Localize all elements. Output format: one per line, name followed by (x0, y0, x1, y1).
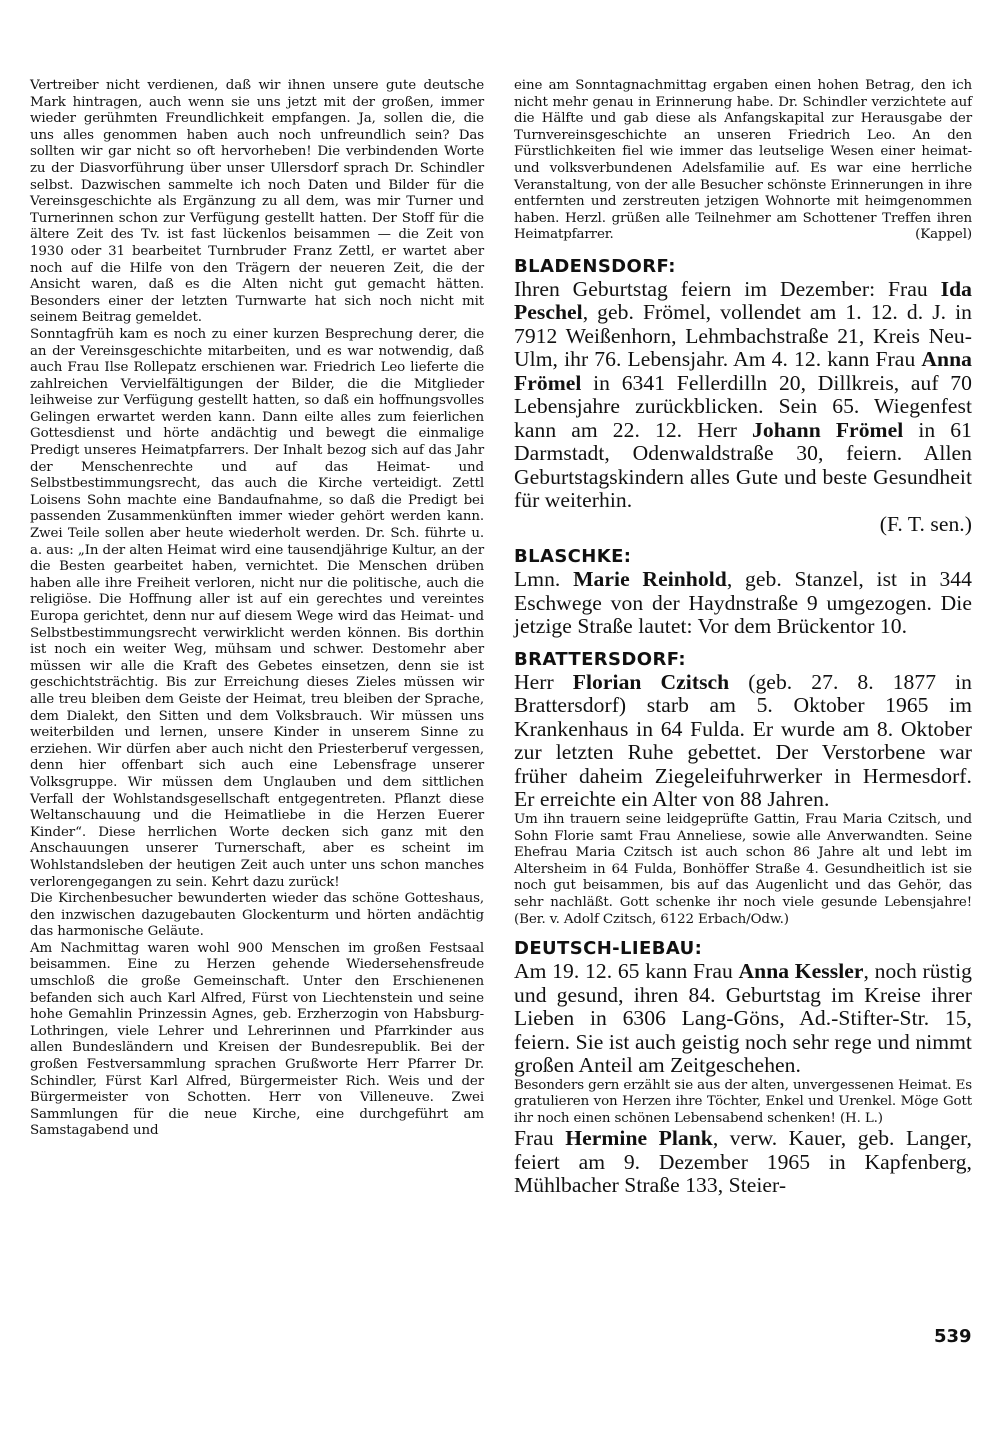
deutsch-liebau-text-2: Frau Hermine Plank, verw. Kauer, geb. Langer, feiert am 9. Dezember 1965 in Kapfenberg, Mühlbacher Straße 133, Steier- (514, 1126, 972, 1198)
bladensdorf-signature: (F. T. sen.) (879, 511, 972, 536)
deutsch-liebau-small-text: Besonders gern erzählt sie aus der alten, unvergessenen Heimat. Es gratulieren von Herzen ihre Töchter, Enkel und Urenkel. Möge Gott ihr noch einen schönen Lebensabend schenken! (H. L.) (514, 1077, 972, 1126)
person-name: Anna Frömel (514, 347, 972, 395)
left-paragraph-4: Am Nachmittag waren wohl 900 Menschen im großen Festsaal beisammen. Eine zu Herzen gehende Wiedersehensfreude umschloß die große Gemeinschaft. Unter den Erschienenen befanden sich auch Karl Alfred, Fürst von Liechtenstein und seine hohe Gemahlin Prinzessin Agnes, geb. Erzherzogin von Habsburg-Lothringen, viele Lehrer und Lehrerinnen und Pfarrkinder aus allen Bundesländern und Kreisen der Bundesrepublik. Bei der großen Festversammlung sprachen Grußworte Herr Pfarrer Dr. Schindler, Fürst Karl Alfred, Bürgermeister Rich. Weis und der Bürgermeister von Schotten. Herr von Villeneuve. Zwei Sammlungen für die neue Kirche, eine durchgeführt am Samstagabend und (30, 940, 484, 1139)
brattersdorf-small-text: Um ihn trauern seine leidgeprüfte Gattin, Frau Maria Czitsch, und Sohn Florie samt Frau Anneliese, sowie alle Anverwandten. Seine Ehefrau Maria Czitsch ist auch schon 86 Jahre alt und lebt im Altersheim in 64 Fulda, Bonhöffer Straße 4. Gesundheitlich ist sie noch gut beisammen, bis auf das Augenlicht und das Gehör, das sehr nachläßt. Gott schenke ihr noch viele gesunde Lebensjahre! (Ber. v. Adolf Czitsch, 6122 Erbach/Odw.) (514, 811, 972, 927)
heading-blaschke: BLASCHKE: (514, 546, 632, 568)
person-name: Florian Czitsch (572, 669, 730, 694)
person-name: Anna Kessler (738, 959, 864, 984)
person-name: Johann Frömel (752, 417, 904, 442)
intro-text: eine am Sonntagnachmittag ergaben einen hohen Betrag, den ich nicht mehr genau in Erinnerung habe. Dr. Schindler verzichtete auf die Hälfte und gab diese als Anfangskapital zur Herausgabe der Turnvereinsgeschichte an unseren Friedrich Leo. An den Fürstlichkeiten fiel wie immer das leutselige Wesen einer heimat- und volksverbundenen Adelsfamilie auf. Es war eine herrliche Veranstaltung, von der alle Besucher schönste Erinnerungen in ihre entfernten und zerstreuten jetzigen Wohnorte mit heimgenommen haben. Herzl. grüßen alle Teilnehmer am Schottener Treffen ihren Heimatpfarrer. (514, 78, 972, 243)
left-column (30, 78, 484, 1140)
intro-block (514, 78, 972, 244)
person-name: Ida Peschel (514, 276, 972, 325)
person-name: Marie Reinhold (573, 567, 727, 592)
blaschke-text: Lmn. Marie Reinhold, geb. Stanzel, ist in 344 Eschwege von der Haydnstraße 9 umgezogen. Die jetzige Straße lautet: Vor dem Brückentor 10. (514, 567, 972, 639)
person-name: Hermine Plank (565, 1126, 713, 1151)
brattersdorf-text: Herr Florian Czitsch (geb. 27. 8. 1877 in Brattersdorf) starb am 5. Oktober 1965 im Krankenhaus in 64 Fulda. Er wurde am 8. Oktober zur letzten Ruhe gebettet. Der Verstorbene war früher daheim Ziegeleifuhrwerker in Hermesdorf. Er erreichte ein Alter von 88 Jahren. (514, 669, 972, 812)
deutsch-liebau-text: Am 19. 12. 65 kann Frau Anna Kessler, noch rüstig und gesund, ihren 84. Geburtstag im Kreise ihrer Lieben in 6306 Lang-Göns, Ad.-Stifter-Str. 15, feiern. Sie ist auch geistig noch sehr rege und nimmt großen Anteil am Zeitgeschehen. (514, 959, 972, 1078)
page-number: 539 (934, 1326, 972, 1347)
left-paragraph-2: Sonntagfrüh kam es noch zu einer kurzen Besprechung derer, die an der Vereinsgeschichte mitarbeiten, und es war notwendig, daß auch Frau Ilse Rollepatz erschienen war. Friedrich Leo lieferte die zahlreichen Vervielfältigungen der Bilder, die die Mitglieder leihweise zur Verfügung gestellt hatten, so daß ein hoffnungsvolles Gelingen erwartet werden kann. Dann eilte alles zum feierlichen Gottesdienst und hörte andächtig und bewegt die einmalige Predigt unseres Heimatpfarrers. Der Inhalt bezog sich auf das Jahr der Menschenrechte und auf das Heimat- und Selbstbestimmungsrecht, das auch die Kirche verteidigt. Zettl Loisens Sohn machte eine Bandaufnahme, so daß die Predigt bei passenden Zusammenkünften immer wieder gehört werden kann. Zwei Teile sollen aber heute wiederholt werden. Dr. Sch. führte u. a. aus: „In der alten Heimat wird eine tausendjährige Kultur, an der die Besten gearbeitet haben, vernichtet. Die Menschen drüben haben alle ihre Freiheit verloren, nicht nur die politische, auch die religiöse. Die Hoffnung aller ist auf ein gerechtes und vereintes Europa gerichtet, denn nur auf diesem Wege wird das Heimat- und Selbstbestimmungsrecht verwirklicht werden können. Bis dorthin ist noch ein weiter Weg, mühsam und schwer. Destomehr aber müssen wir alle die Kraft des Gebetes einsetzen, denn sie ist geschichtsträchtig. Bis zur Erreichung dieses Zieles müssen wir alle treu bleiben dem Geiste der Heimat, treu bleiben der Sprache, dem Dialekt, den Sitten und dem Volksbrauch. Wir müssen uns weiterbilden und lernen, unsere Kinder in unserem Sinne zu erziehen. Wir dürfen aber auch nicht den Priesterberuf vergessen, denn hier offenbart sich auch eine Lebensfrage unserer Volksgruppe. Wir müssen dem Unglauben und dem sittlichen Verfall der Wohlstandsgesellschaft entgegentreten. Pflanzt diese Weltanschauung und die Heimatliebe in die Herzen Euerer Kinder“. Diese herrlichen Worte decken sich ganz mit den Anschauungen unserer Turnerschaft, aber es scheint im Wohlstandsleben der heutigen Zeit auch unter uns schon manches verlorengegangen zu sein. Kehrt dazu zurück! (30, 326, 484, 890)
bladensdorf-text: Ihren Geburtstag feiern im Dezember: Frau Ida Peschel, geb. Frömel, vollendet am 1. 12. d. J. in 7912 Weißenhorn, Lehmbachstraße 21, Kreis Neu-Ulm, ihr 76. Lebensjahr. Am 4. 12. kann Frau Anna Frömel in 6341 Fellerdilln 20, Dillkreis, auf 70 Lebensjahre zurückblicken. Sein 65. Wiegenfest kann am 22. 12. Herr Johann Frömel in 61 Darmstadt, Odenwaldstraße 30, feiern. Allen Geburtstagskindern alles Gute und beste Gesundheit für weiterhin. (514, 276, 972, 513)
left-paragraph-1: Vertreiber nicht verdienen, daß wir ihnen unsere gute deutsche Mark hintragen, auch wenn sie uns jetzt mit der großen, immer wieder gerühmten Freundlichkeit empfangen. Ja, sollen die, die uns alles genommen haben auch noch unfreundlich sein? Das sollten wir gar nicht so oft hervorheben! Die verbindenden Worte zu der Diasvorführung über unser Ullersdorf sprach Dr. Schindler selbst. Dazwischen sammelte ich noch Daten und Bilder für die Vereinsgeschichte als Ergänzung zu all dem, was mir Turner und Turnerinnen schon zur Verfügung gestellt hatten. Der Stoff für die ältere Zeit des Tv. ist fast lückenlos beisammen — die Zeit von 1930 oder 31 bearbeitet Turnbruder Franz Zettl, er wartet aber noch auf die Hilfe von den Trägern der neueren Zeit, die der Ansicht waren, daß es die Alten nicht gut gemacht hätten. Besonders einer der letzten Turnwarte hat sich noch nicht mit seinem Beitrag gemeldet. (30, 78, 484, 326)
heading-deutsch-liebau: DEUTSCH-LIEBAU: (514, 938, 703, 960)
right-column (514, 78, 972, 1198)
intro-signature: (Kappel) (915, 227, 972, 243)
heading-brattersdorf: BRATTERSDORF: (514, 648, 687, 670)
heading-bladensdorf: BLADENSDORF: (514, 255, 676, 277)
left-paragraph-3: Die Kirchenbesucher bewunderten wieder das schöne Gotteshaus, den inzwischen dazugebauten Glockenturm und hörten andächtig das harmonische Geläute. (30, 891, 484, 940)
